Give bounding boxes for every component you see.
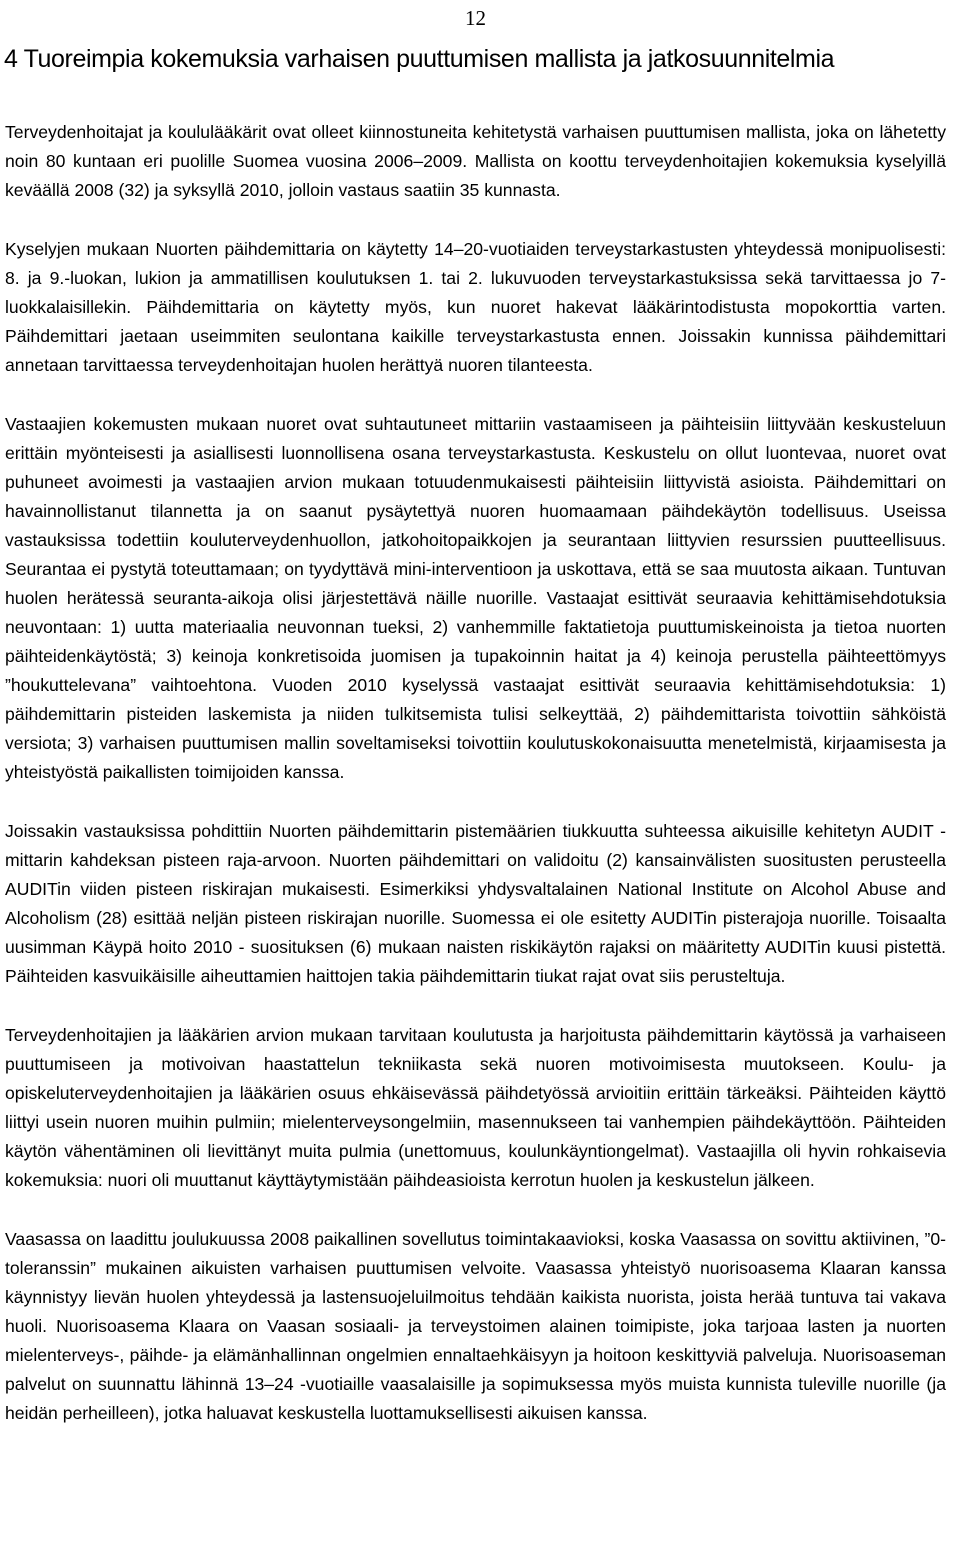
paragraph-usage: Kyselyjen mukaan Nuorten päihdemittaria on käytetty 14–20-vuotiaiden terveystarkastusten yhteydessä monipuolisesti: 8. ja 9.-luokan, lukion ja ammatillisen koulutuksen 1. tai 2. lukuvuoden terveystarkastuksissa sekä tarvittaessa jo 7-luokkalaisillekin. Päihdemittaria on käytetty myös, kun nuoret hakevat lääkärintodistusta mopokorttia varten. Päihdemittari jaetaan useimmiten seulontana kaikille terveystarkastusta ennen. Joissakin kunnissa päihdemittari annetaan tarvittaessa terveydenhoitajan huolen herättyä nuoren tilanteesta.: [5, 239, 946, 375]
page-number: 12: [465, 6, 486, 30]
paragraph-audit-limits: Joissakin vastauksissa pohdittiin Nuorten päihdemittarin pistemäärien tiukkuutta suhteessa aikuisille kehitetyn AUDIT -mittarin kahdeksan pisteen raja-arvoon. Nuorten päihdemittari on validoitu (2) kansainvälisten suositusten perusteella AUDITin viiden pisteen riskirajan mukaisesti. Esimerkiksi yhdysvaltalainen National Institute on Alcohol Abuse and Alcoholism (28) esittää neljän pisteen riskirajan nuorille. Suomessa ei ole esitetty AUDITin pisterajoja nuorille. Toisaalta uusimman Käypä hoito 2010 - suosituksen (6) mukaan naisten riskikäytön rajaksi on määritetty AUDITin kuusi pistettä. Päihteiden kasvuikäisille aiheuttamien haittojen takia päihdemittarin tiukat rajat ovat siis perusteltuja.: [5, 821, 946, 986]
paragraph-vaasa: Vaasassa on laadittu joulukuussa 2008 paikallinen sovellutus toimintakaavioksi, koska Vaasassa on sovittu aktiivinen, ”0-toleranssin” mukainen aikuisten varhaisen puuttumisen velvoite. Vaasassa yhteistyö nuorisoasema Klaaran kanssa käynnistyy lievän huolen yhteydessä ja lastensuojeluilmoitus tehdään kaikista nuorista, joista herää tuntuva tai vakava huoli. Nuorisoasema Klaara on Vaasan sosiaali- ja terveystoimen alainen toimipiste, joka tarjoaa lasten ja nuorten mielenterveys-, päihde- ja elämänhallinnan ongelmien ennaltaehkäisyyn ja hoitoon keskittyviä palveluja. Nuorisoaseman palvelut on suunnattu lähinnä 13–24 -vuotiaille vaasalaisille ja sopimuksessa myös muista kunnista tuleville nuorille (ja heidän perheilleen), jotka haluavat keskustella luottamuksellisesti aikuisen kanssa.: [5, 1229, 946, 1423]
body-text: [5, 118, 946, 1458]
paragraph-experiences: Vastaajien kokemusten mukaan nuoret ovat suhtautuneet mittariin vastaamiseen ja päihteisiin liittyvään keskusteluun erittäin myönteisesti ja asiallisesti luonnollisena osana terveystarkastusta. Keskustelu on ollut luontevaa, nuoret ovat puhuneet avoimesti ja vastaajien arvion mukaan totuudenmukaisesti päihteisiin liittyvistä asioista. Päihdemittari on havainnollistanut tilannetta ja on saanut pysäytettyä nuoren huomaamaan päihdekäytön todellisuus. Useissa vastauksissa todettiin kouluterveydenhuollon, jatkohoitopaikkojen ja seurantaan liittyvien resurssien puutteellisuus. Seurantaa ei pystytä toteuttamaan; on tyydyttävä mini-interventioon ja uskottava, että se saa muutosta aikaan. Tuntuvan huolen herätessä seuranta-aikoja olisi järjestettävä näille nuorille. Vastaajat esittivät seuraavia kehittämisehdotuksia neuvontaan: 1) uutta materiaalia neuvonnan tueksi, 2) vanhemmille faktatietoja puuttumiskeinoista ja tietoa nuorten päihteidenkäytöstä; 3) keinoja konkretisoida juomisen ja tupakoinnin haitat ja 4) keinoja perustella päihteettömyys ”houkuttelevana” vaihtoehtona. Vuoden 2010 kyselyssä vastaajat esittivät seuraavia kehittämisehdotuksia: 1) päihdemittarin pisteiden laskemista ja niiden tulkitsemista tulisi selkeyttää, 2) päihdemittarista toivottiin sähköistä versiota; 3) varhaisen puuttumisen mallin soveltamiseksi toivottiin koulutuskokonaisuutta menetelmistä, kirjaamisesta ja yhteistyöstä paikallisten toimijoiden kanssa.: [5, 414, 946, 782]
chapter-heading: 4 Tuoreimpia kokemuksia varhaisen puuttumisen mallista ja jatkosuunnitelmia: [4, 45, 835, 73]
paragraph-training: Terveydenhoitajien ja lääkärien arvion mukaan tarvitaan koulutusta ja harjoitusta päihdemittarin käytössä ja varhaiseen puuttumiseen ja motivoivan haastattelun tekniikasta sekä nuoren motivoimisesta muutokseen. Koulu- ja opiskeluterveydenhoitajien ja lääkärien osuus ehkäisevässä päihdetyössä arvioitiin erittäin tärkeäksi. Päihteiden käyttö liittyi usein nuoren muihin pulmiin; mielenterveysongelmiin, masennukseen tai vanhempien päihdekäyttöön. Päihteiden käytön vähentäminen oli lievittänyt muita pulmia (unettomuus, koulunkäyntiongelmat). Vastaajilla oli hyvin rohkaisevia kokemuksia: nuori oli muuttanut käyttäytymistään päihdeasioista kerrotun huolen ja keskustelun jälkeen.: [5, 1025, 946, 1190]
paragraph-intro: Terveydenhoitajat ja koululääkärit ovat olleet kiinnostuneita kehitetystä varhaisen puuttumisen mallista, joka on lähetetty noin 80 kuntaan eri puolille Suomea vuosina 2006–2009. Mallista on koottu terveydenhoitajien kokemuksia kyselyillä keväällä 2008 (32) ja syksyllä 2010, jolloin vastaus saatiin 35 kunnasta.: [5, 122, 946, 200]
